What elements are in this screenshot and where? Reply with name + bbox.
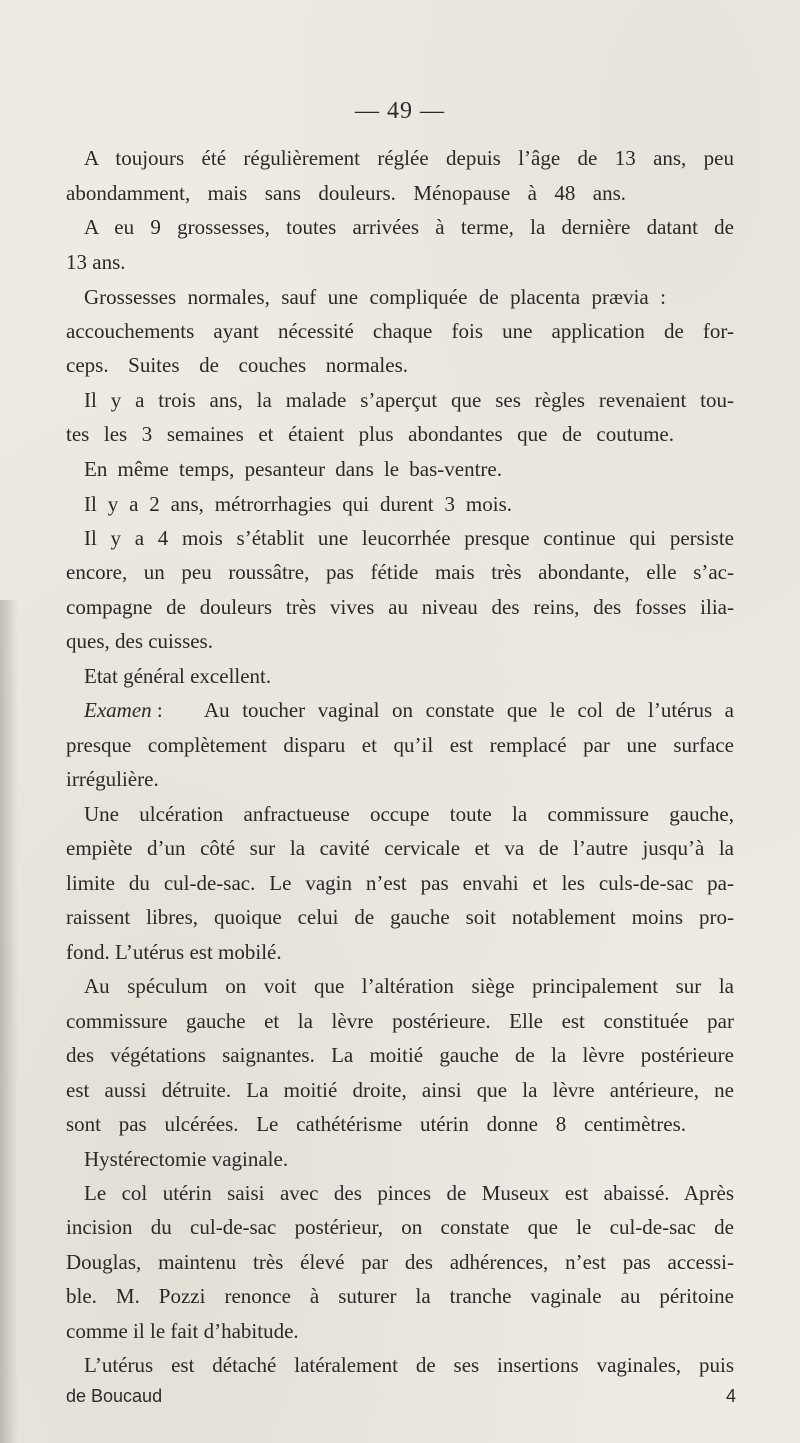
text-line: est aussi détruite. La moitié droite, ainsi que la lèvre antérieure, ne	[66, 1078, 734, 1102]
text-line: fond. L’utérus est mobilé.	[66, 940, 282, 964]
text-line: Il y a 4 mois s’établit une leucorrhée presque continue qui persiste	[84, 526, 734, 550]
text-line: raissent libres, quoique celui de gauche soit notablement moins pro-	[66, 905, 734, 929]
text-line: A eu 9 grossesses, toutes arrivées à terme, la dernière datant de	[84, 215, 734, 239]
text-line: A toujours été régulièrement réglée depuis l’âge de 13 ans, peu	[84, 146, 734, 170]
text-line: compagne de douleurs très vives au niveau des reins, des fosses ilia-	[66, 595, 734, 619]
text-line: ceps. Suites de couches normales.	[66, 353, 408, 377]
text-line: Au spéculum on voit que l’altération siège principalement sur la	[84, 974, 734, 998]
text-line: accouchements ayant nécessité chaque fois une application de for-	[66, 319, 734, 343]
text-line: Au toucher vaginal on constate que le col de l’utérus a	[204, 698, 734, 722]
text-line: presque complètement disparu et qu’il est remplacé par une surface	[66, 733, 734, 757]
text-line: En même temps, pesanteur dans le bas-ventre.	[84, 457, 502, 481]
page-number: — 49 —	[355, 98, 445, 124]
text-line: empiète d’un côté sur la cavité cervicale et va de l’autre jusqu’à la	[66, 836, 734, 860]
text-line: sont pas ulcérées. Le cathétérisme utérin donne 8 centimètres.	[66, 1112, 686, 1136]
text-line: Etat général excellent.	[84, 664, 272, 688]
sheet-number: 4	[726, 1386, 737, 1406]
text-line: Le col utérin saisi avec des pinces de Museux est abaissé. Après	[84, 1181, 734, 1205]
text-line: L’utérus est détaché latéralement de ses insertions vaginales, puis	[84, 1353, 734, 1377]
text-line: Il y a 2 ans, métrorrhagies qui durent 3 mois.	[84, 492, 512, 516]
text-line: Hystérectomie vaginale.	[84, 1147, 289, 1171]
examen-colon: :	[151, 698, 163, 722]
text-line: Douglas, maintenu très élevé par des adhérences, n’est pas accessi-	[66, 1250, 734, 1274]
text-line: ques, des cuisses.	[66, 629, 213, 653]
text-line: ble. M. Pozzi renonce à suturer la tranche vaginale au péritoine	[66, 1284, 734, 1308]
text-line: 13 ans.	[66, 250, 126, 274]
text-line: des végétations saignantes. La moitié gauche de la lèvre postérieure	[66, 1043, 734, 1067]
text-line: irrégulière.	[66, 767, 159, 791]
text-line: abondamment, mais sans douleurs. Ménopause à 48 ans.	[66, 181, 626, 205]
examen-label: Examen	[84, 698, 152, 722]
text-line: limite du cul-de-sac. Le vagin n’est pas envahi et les culs-de-sac pa-	[66, 871, 734, 895]
text-line: Grossesses normales, sauf une compliquée de placenta prævia :	[84, 285, 666, 309]
text-line: incision du cul-de-sac postérieur, on constate que le cul-de-sac de	[66, 1215, 734, 1239]
binding-shadow	[0, 600, 18, 1443]
signature-mark: de Boucaud	[66, 1386, 163, 1406]
text-line: tes les 3 semaines et étaient plus abondantes que de coutume.	[66, 422, 674, 446]
text-line: Il y a trois ans, la malade s’aperçut que ses règles revenaient tou-	[84, 388, 734, 412]
text-line: Une ulcération anfractueuse occupe toute la commissure gauche,	[84, 802, 734, 826]
text-line: encore, un peu roussâtre, pas fétide mais très abondante, elle s’ac-	[66, 560, 734, 584]
text-line: comme il le fait d’habitude.	[66, 1319, 299, 1343]
text-line: commissure gauche et la lèvre postérieure. Elle est constituée par	[66, 1009, 734, 1033]
